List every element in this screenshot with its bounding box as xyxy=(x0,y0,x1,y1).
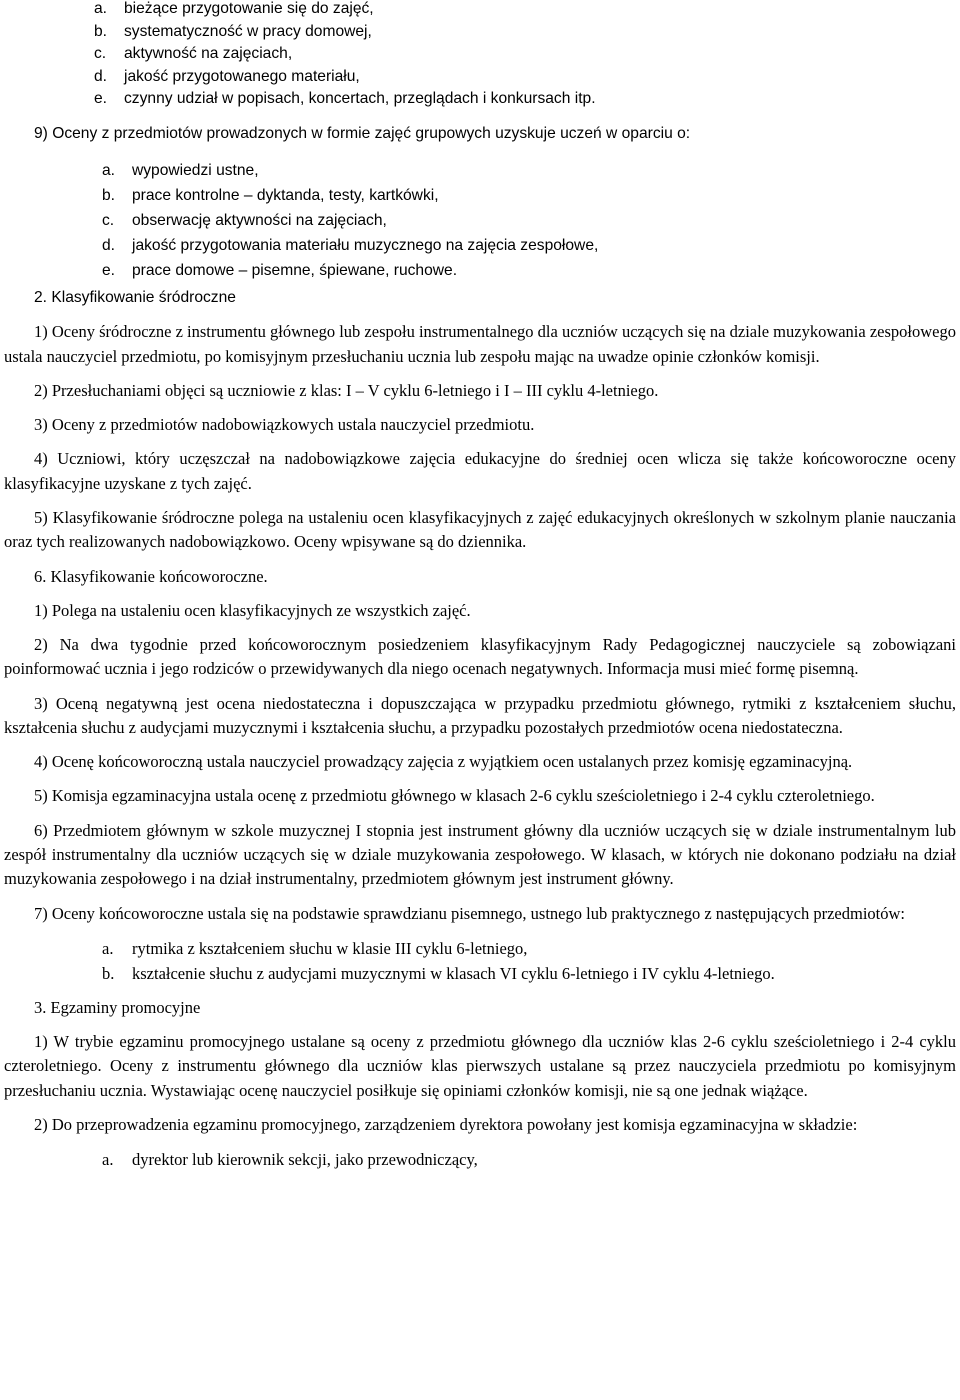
section-heading: 2. Klasyfikowanie śródroczne xyxy=(34,289,236,307)
list-item-text: aktywność na zajęciach, xyxy=(124,45,293,63)
list-marker: a. xyxy=(102,162,116,180)
list-item-text: dyrektor lub kierownik sekcji, jako przewodniczący, xyxy=(132,1150,478,1170)
list-item-text: jakość przygotowanego materiału, xyxy=(124,67,360,85)
list-marker: b. xyxy=(102,187,116,205)
list-item xyxy=(94,43,956,66)
paragraph: 1) Oceny śródroczne z instrumentu głównego lub zespołu instrumentalnego dla uczniów uczących się na dziale muzykowania zespołowego ustala nauczyciel przedmiotu, po komisyjnym przesłuchaniu ucznia lub zespołu mając na uwadze opinie członków komisji. xyxy=(4,322,956,366)
paragraph: 6) Przedmiotem głównym w szkole muzycznej I stopnia jest instrument główny dla uczniów uczących się w dziale instrumentalnym lub zespół instrumentalny dla uczniów uczących się w dziale muzykowania zespołowego. W klasach, w których nie dokonano podziału na dział muzykowania zespołowego i na dział instrumentalny, przedmiotem głównym jest instrument główny. xyxy=(4,820,956,889)
list-item-text: wypowiedzi ustne, xyxy=(132,162,259,180)
list-commission-members xyxy=(102,1147,956,1172)
list-item xyxy=(102,936,956,961)
paragraph-9: 9) Oceny z przedmiotów prowadzonych w formie zajęć grupowych uzyskuje uczeń w oparciu o: xyxy=(34,124,691,142)
list-item-text: czynny udział w popisach, koncertach, przeglądach i konkursach itp. xyxy=(124,90,596,108)
list-item xyxy=(102,258,956,283)
list-marker: b. xyxy=(94,22,108,40)
paragraph: 2) Na dwa tygodnie przed końcoworocznym posiedzeniem klasyfikacyjnym Rady Pedagogicznej nauczyciele są zobowiązani poinformować ucznia i jego rodziców o przewidywanych dla niego ocenach negatywnych. Informacja musi mieć formę pisemną. xyxy=(4,634,956,679)
paragraph: 4) Ocenę końcoworoczną ustala nauczyciel prowadzący zajęcia z wyjątkiem ocen ustalanych przez komisję egzaminacyjną. xyxy=(34,752,853,772)
list-group-criteria xyxy=(102,158,956,283)
list-item xyxy=(102,208,956,233)
list-grading-criteria xyxy=(94,0,956,111)
paragraph: 2) Do przeprowadzenia egzaminu promocyjnego, zarządzeniem dyrektora powołany jest komisja egzaminacyjna w składzie: xyxy=(34,1114,858,1134)
list-exam-subjects xyxy=(102,936,956,986)
section-heading: 6. Klasyfikowanie końcoworoczne. xyxy=(34,566,268,586)
paragraph: 1) Polega na ustaleniu ocen klasyfikacyjnych ze wszystkich zajęć. xyxy=(34,600,471,620)
list-item xyxy=(94,66,956,89)
list-item xyxy=(102,183,956,208)
list-item-text: prace domowe – pisemne, śpiewane, ruchowe. xyxy=(132,262,458,280)
paragraph: 5) Komisja egzaminacyjna ustala ocenę z przedmiotu głównego w klasach 2-6 cyklu sześcioletniego i 2-4 cyklu czteroletniego. xyxy=(34,786,875,806)
paragraph: 7) Oceny końcoworoczne ustala się na podstawie sprawdzianu pisemnego, ustnego lub praktycznego z następujących przedmiotów: xyxy=(34,903,906,923)
paragraph: 5) Klasyfikowanie śródroczne polega na ustaleniu ocen klasyfikacyjnych z zajęć edukacyjnych określonych w szkolnym planie nauczania oraz tych realizowanych nadobowiązkowo. Oceny wpisywane są do dziennika. xyxy=(4,508,956,552)
list-item xyxy=(94,0,956,21)
list-marker: a. xyxy=(102,1150,114,1170)
list-marker: e. xyxy=(94,90,108,108)
list-item xyxy=(102,233,956,258)
list-item-text: systematyczność w pracy domowej, xyxy=(124,22,372,40)
paragraph: 2) Przesłuchaniami objęci są uczniowie z klas: I – V cyklu 6-letniego i I – III cyklu 4-letniego. xyxy=(34,380,659,400)
list-marker: c. xyxy=(94,45,107,63)
list-item xyxy=(102,158,956,183)
list-item-text: bieżące przygotowanie się do zajęć, xyxy=(124,0,374,17)
list-item-text: kształcenie słuchu z audycjami muzycznymi w klasach VI cyklu 6-letniego i IV cyklu 4-letniego. xyxy=(132,963,775,983)
list-marker: e. xyxy=(102,262,116,280)
list-marker: a. xyxy=(102,938,114,958)
list-marker: b. xyxy=(102,963,115,983)
list-marker: d. xyxy=(94,67,108,85)
paragraph: 3) Oceny z przedmiotów nadobowiązkowych ustala nauczyciel przedmiotu. xyxy=(34,415,535,435)
section-heading: 3. Egzaminy promocyjne xyxy=(34,997,201,1017)
list-item xyxy=(102,961,956,986)
list-item xyxy=(102,1147,956,1172)
paragraph: 4) Uczniowi, który uczęszczał na nadobowiązkowe zajęcia edukacyjne do średniej ocen wlicza się także końcoworoczne oceny klasyfikacyjne uzyskane z tych zajęć. xyxy=(4,449,956,493)
paragraph: 3) Oceną negatywną jest ocena niedostateczna i dopuszczająca w przypadku przedmiotu głównego, rytmiki z kształceniem słuchu, kształcenia słuchu z audycjami muzycznymi i kształcenia słuchu, a przypadku pozostałych przedmiotów ocena niedostateczna. xyxy=(4,693,956,737)
list-marker: a. xyxy=(94,0,108,17)
list-item-text: obserwację aktywności na zajęciach, xyxy=(132,212,387,230)
list-item-text: jakość przygotowania materiału muzycznego na zajęcia zespołowe, xyxy=(132,237,599,255)
list-marker: c. xyxy=(102,212,115,230)
paragraph: 1) W trybie egzaminu promocyjnego ustalane są oceny z przedmiotu głównego dla uczniów klas 2-6 cyklu sześcioletniego i 2-4 cyklu czteroletniego. Oceny z instrumentu głównego dla uczniów klas pierwszych ustalane są przez nauczyciela przedmiotu po komisyjnym przesłuchaniu ucznia. Wystawiając ocenę nauczyciel posiłkuje się opiniami członków komisji, nie są one jednak wiążące. xyxy=(4,1031,956,1100)
list-item xyxy=(94,21,956,44)
list-item-text: rytmika z kształceniem słuchu w klasie III cyklu 6-letniego, xyxy=(132,938,528,958)
list-item xyxy=(94,88,956,111)
list-item-text: prace kontrolne – dyktanda, testy, kartkówki, xyxy=(132,187,439,205)
list-marker: d. xyxy=(102,237,116,255)
